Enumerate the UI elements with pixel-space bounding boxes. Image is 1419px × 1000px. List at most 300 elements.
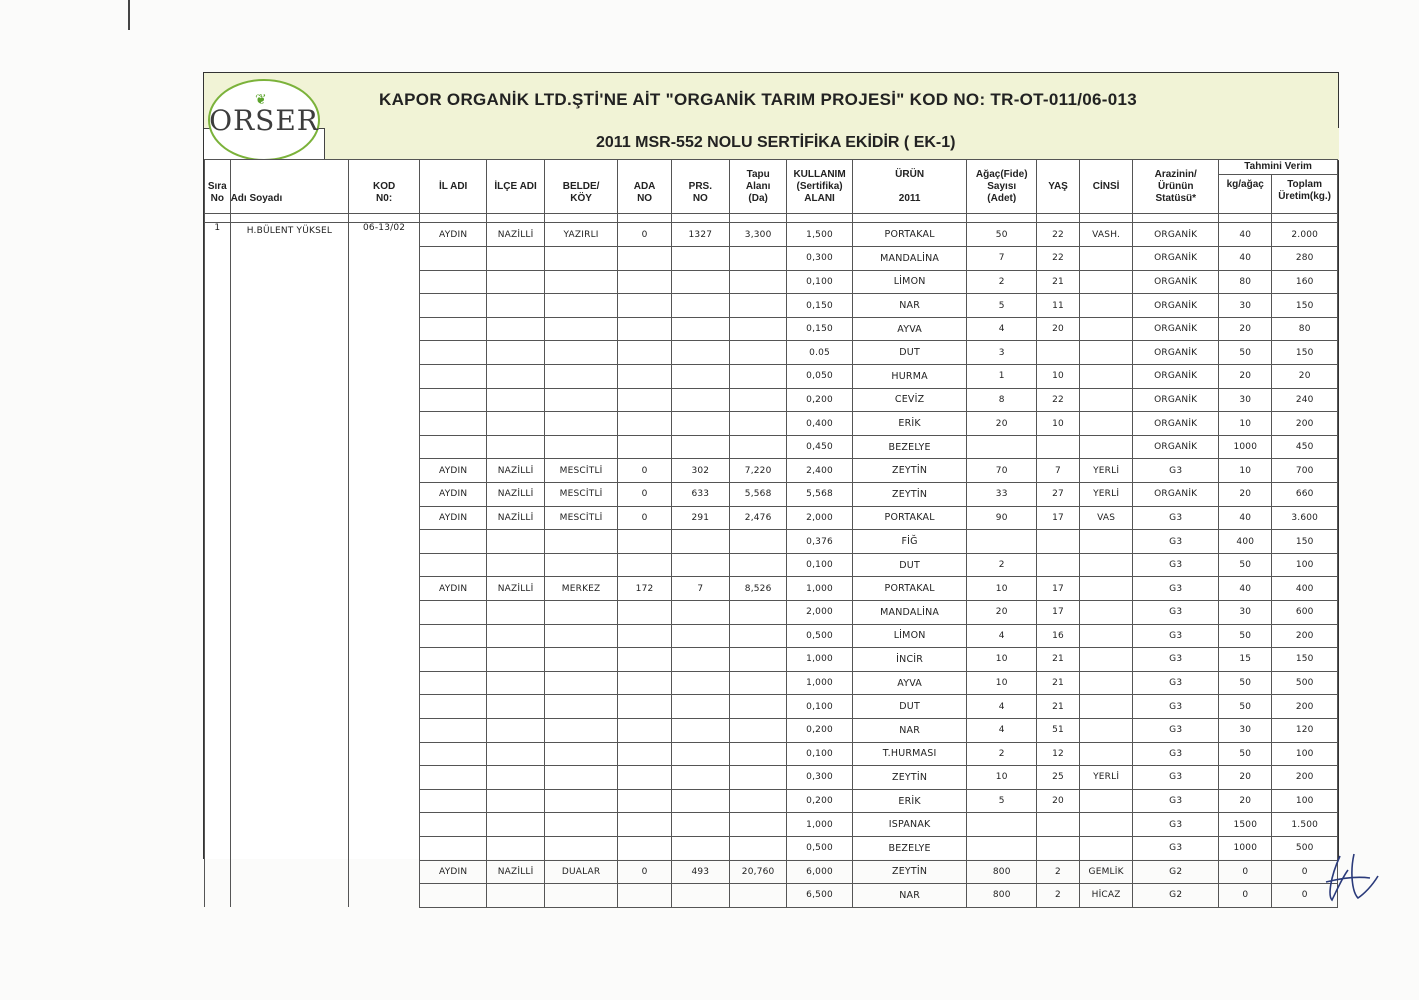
cell-ada bbox=[618, 624, 671, 648]
table-row bbox=[205, 388, 1338, 412]
cell-sira bbox=[205, 884, 231, 908]
cell-cins bbox=[1080, 718, 1133, 742]
cell-ilce bbox=[487, 553, 544, 577]
cell-belde bbox=[544, 884, 618, 908]
cell-statu: G2 bbox=[1133, 860, 1219, 884]
cell-cins: VAS bbox=[1080, 506, 1133, 530]
logo-text: ORSER bbox=[209, 103, 319, 137]
cell-yas bbox=[1037, 341, 1080, 365]
cell-urun: PORTAKAL bbox=[852, 506, 967, 530]
cell-adet: 5 bbox=[967, 294, 1037, 318]
verim-title: Tahmini Verim bbox=[1219, 160, 1337, 175]
cell-ilce bbox=[487, 695, 544, 719]
cell-yas: 17 bbox=[1037, 601, 1080, 625]
cell-toplam: 200 bbox=[1272, 766, 1338, 790]
cell-cins bbox=[1080, 435, 1133, 459]
cell-statu: ORGANİK bbox=[1133, 341, 1219, 365]
cell-adet bbox=[967, 530, 1037, 554]
cell-statu: ORGANİK bbox=[1133, 388, 1219, 412]
cell-adet: 4 bbox=[967, 624, 1037, 648]
cell-cins: YERLİ bbox=[1080, 459, 1133, 483]
cell-tapu bbox=[730, 813, 787, 837]
cell-kod bbox=[349, 247, 420, 271]
cell-sira bbox=[205, 671, 231, 695]
document-subtitle: 2011 MSR-552 NOLU SERTİFİKA EKİDİR ( EK-1) bbox=[596, 134, 956, 151]
cell-cins bbox=[1080, 553, 1133, 577]
cell-toplam: 500 bbox=[1272, 671, 1338, 695]
cell-alan: 0,050 bbox=[787, 365, 853, 389]
cell-belde bbox=[544, 742, 618, 766]
cell-belde bbox=[544, 836, 618, 860]
cell-kod bbox=[349, 412, 420, 436]
cell-tapu bbox=[730, 530, 787, 554]
cell-urun: LİMON bbox=[852, 624, 967, 648]
cell-kod bbox=[349, 860, 420, 884]
cell-prs bbox=[671, 884, 729, 908]
cell-il bbox=[419, 624, 487, 648]
cell-belde bbox=[544, 294, 618, 318]
cell-statu: G3 bbox=[1133, 836, 1219, 860]
cell-belde bbox=[544, 718, 618, 742]
table-row bbox=[205, 365, 1338, 389]
cell-adet bbox=[967, 836, 1037, 860]
table-row bbox=[205, 671, 1338, 695]
table-row bbox=[205, 718, 1338, 742]
col-prs: PRS. NO bbox=[671, 160, 729, 214]
cell-toplam: 3.600 bbox=[1272, 506, 1338, 530]
cell-tapu bbox=[730, 247, 787, 271]
cell-prs bbox=[671, 742, 729, 766]
cell-yas: 22 bbox=[1037, 247, 1080, 271]
table-row bbox=[205, 483, 1338, 507]
cell-cins bbox=[1080, 365, 1133, 389]
cell-statu: ORGANİK bbox=[1133, 412, 1219, 436]
cell-tapu bbox=[730, 388, 787, 412]
table-row bbox=[205, 223, 1338, 247]
cell-toplam: 200 bbox=[1272, 412, 1338, 436]
cell-ada bbox=[618, 813, 671, 837]
cell-toplam: 200 bbox=[1272, 624, 1338, 648]
cell-tapu bbox=[730, 695, 787, 719]
cell-toplam: 150 bbox=[1272, 294, 1338, 318]
cell-prs bbox=[671, 671, 729, 695]
cell-statu: G3 bbox=[1133, 624, 1219, 648]
cell-sira bbox=[205, 412, 231, 436]
cell-cins bbox=[1080, 601, 1133, 625]
cell-toplam: 150 bbox=[1272, 341, 1338, 365]
table-row bbox=[205, 317, 1338, 341]
cell-statu: ORGANİK bbox=[1133, 270, 1219, 294]
cell-alan: 0,150 bbox=[787, 294, 853, 318]
cell-urun: MANDALİNA bbox=[852, 247, 967, 271]
cell-toplam: 700 bbox=[1272, 459, 1338, 483]
cell-adi bbox=[230, 836, 349, 860]
cell-prs bbox=[671, 365, 729, 389]
cell-prs bbox=[671, 341, 729, 365]
cell-sira bbox=[205, 601, 231, 625]
cell-yas: 21 bbox=[1037, 648, 1080, 672]
cell-statu: G3 bbox=[1133, 459, 1219, 483]
cell-sira bbox=[205, 718, 231, 742]
cell-yas: 17 bbox=[1037, 577, 1080, 601]
cell-ada: 0 bbox=[618, 860, 671, 884]
cell-prs: 291 bbox=[671, 506, 729, 530]
cell-il bbox=[419, 553, 487, 577]
cell-alan: 5,568 bbox=[787, 483, 853, 507]
cell-alan: 0,200 bbox=[787, 718, 853, 742]
cell-belde bbox=[544, 813, 618, 837]
cell-alan: 2,400 bbox=[787, 459, 853, 483]
cell-kg: 50 bbox=[1219, 553, 1272, 577]
cell-il bbox=[419, 270, 487, 294]
cell-yas: 20 bbox=[1037, 789, 1080, 813]
cell-kg: 1000 bbox=[1219, 435, 1272, 459]
table-row bbox=[205, 789, 1338, 813]
table-row bbox=[205, 435, 1338, 459]
cell-alan: 0,150 bbox=[787, 317, 853, 341]
cell-ada bbox=[618, 294, 671, 318]
table-row bbox=[205, 884, 1338, 908]
cell-toplam: 500 bbox=[1272, 836, 1338, 860]
cell-yas: 16 bbox=[1037, 624, 1080, 648]
cell-urun: CEVİZ bbox=[852, 388, 967, 412]
cell-adet: 4 bbox=[967, 317, 1037, 341]
cell-adi bbox=[230, 671, 349, 695]
col-kullanim: KULLANIM (Sertifika) ALANI bbox=[787, 160, 853, 214]
cell-yas: 21 bbox=[1037, 695, 1080, 719]
cell-yas bbox=[1037, 836, 1080, 860]
cell-toplam: 160 bbox=[1272, 270, 1338, 294]
cell-alan: 0,400 bbox=[787, 412, 853, 436]
cell-sira bbox=[205, 317, 231, 341]
cell-urun: MANDALİNA bbox=[852, 601, 967, 625]
cell-ilce: NAZİLLİ bbox=[487, 223, 544, 247]
table-row bbox=[205, 530, 1338, 554]
cell-ilce bbox=[487, 813, 544, 837]
cell-yas: 25 bbox=[1037, 766, 1080, 790]
cell-ada bbox=[618, 836, 671, 860]
cell-kod bbox=[349, 695, 420, 719]
cell-sira bbox=[205, 388, 231, 412]
cell-statu: ORGANİK bbox=[1133, 223, 1219, 247]
cell-ada: 0 bbox=[618, 459, 671, 483]
cell-cins bbox=[1080, 270, 1133, 294]
cell-alan: 0,200 bbox=[787, 388, 853, 412]
table-row bbox=[205, 270, 1338, 294]
cell-adet: 20 bbox=[967, 412, 1037, 436]
cell-alan: 1,000 bbox=[787, 577, 853, 601]
cell-adi bbox=[230, 412, 349, 436]
cell-adet bbox=[967, 813, 1037, 837]
cell-ada bbox=[618, 553, 671, 577]
cell-urun: ZEYTİN bbox=[852, 483, 967, 507]
cell-ilce bbox=[487, 270, 544, 294]
cell-sira bbox=[205, 483, 231, 507]
cell-statu: G3 bbox=[1133, 553, 1219, 577]
cell-tapu bbox=[730, 270, 787, 294]
cell-kod bbox=[349, 836, 420, 860]
cell-statu: G3 bbox=[1133, 671, 1219, 695]
cell-sira bbox=[205, 577, 231, 601]
cell-sira bbox=[205, 648, 231, 672]
cell-il bbox=[419, 884, 487, 908]
cell-adi bbox=[230, 813, 349, 837]
cell-yas: 22 bbox=[1037, 223, 1080, 247]
cell-il: AYDIN bbox=[419, 860, 487, 884]
cell-prs bbox=[671, 247, 729, 271]
cell-il bbox=[419, 718, 487, 742]
cell-adi bbox=[230, 624, 349, 648]
cell-alan: 0,200 bbox=[787, 789, 853, 813]
cell-adi: H.BÜLENT YÜKSEL bbox=[230, 223, 349, 247]
cell-sira bbox=[205, 742, 231, 766]
table-row bbox=[205, 742, 1338, 766]
cell-cins bbox=[1080, 577, 1133, 601]
cell-adi bbox=[230, 365, 349, 389]
document-title: KAPOR ORGANİK LTD.ŞTİ'NE AİT "ORGANİK TARIM PROJESİ" KOD NO: TR-OT-011/06-013 bbox=[379, 90, 1137, 109]
cell-kod: 06-13/02 bbox=[349, 223, 420, 247]
cell-prs bbox=[671, 553, 729, 577]
cell-adi bbox=[230, 388, 349, 412]
cell-urun: DUT bbox=[852, 341, 967, 365]
cell-adet: 2 bbox=[967, 270, 1037, 294]
cell-kg: 40 bbox=[1219, 223, 1272, 247]
cell-tapu bbox=[730, 294, 787, 318]
cell-adi bbox=[230, 601, 349, 625]
cell-toplam: 120 bbox=[1272, 718, 1338, 742]
cell-yas: 11 bbox=[1037, 294, 1080, 318]
cell-statu: G2 bbox=[1133, 884, 1219, 908]
cell-cins bbox=[1080, 648, 1133, 672]
cell-statu: G3 bbox=[1133, 789, 1219, 813]
cell-adi bbox=[230, 884, 349, 908]
cell-sira bbox=[205, 270, 231, 294]
cell-ada: 0 bbox=[618, 223, 671, 247]
cell-prs bbox=[671, 435, 729, 459]
cell-yas: 21 bbox=[1037, 671, 1080, 695]
col-statu: Arazinin/ Ürünün Statüsü* bbox=[1133, 160, 1219, 214]
cell-statu: ORGANİK bbox=[1133, 294, 1219, 318]
cell-il: AYDIN bbox=[419, 577, 487, 601]
cell-urun: DUT bbox=[852, 695, 967, 719]
cell-urun: FİĞ bbox=[852, 530, 967, 554]
cell-ada bbox=[618, 530, 671, 554]
cell-kod bbox=[349, 766, 420, 790]
cell-adi bbox=[230, 860, 349, 884]
cell-il bbox=[419, 365, 487, 389]
cell-prs: 7 bbox=[671, 577, 729, 601]
cell-ilce: NAZİLLİ bbox=[487, 860, 544, 884]
cell-belde bbox=[544, 695, 618, 719]
cell-adi bbox=[230, 577, 349, 601]
cell-urun: BEZELYE bbox=[852, 836, 967, 860]
cell-adi bbox=[230, 317, 349, 341]
cell-toplam: 150 bbox=[1272, 530, 1338, 554]
cell-ilce: NAZİLLİ bbox=[487, 459, 544, 483]
cell-alan: 1,000 bbox=[787, 813, 853, 837]
cell-alan: 0,100 bbox=[787, 270, 853, 294]
cell-adet: 8 bbox=[967, 388, 1037, 412]
cell-cins: HİCAZ bbox=[1080, 884, 1133, 908]
cell-kod bbox=[349, 577, 420, 601]
cell-cins bbox=[1080, 789, 1133, 813]
cell-prs bbox=[671, 813, 729, 837]
cell-tapu bbox=[730, 601, 787, 625]
cell-statu: G3 bbox=[1133, 577, 1219, 601]
cell-adet: 70 bbox=[967, 459, 1037, 483]
cell-il bbox=[419, 648, 487, 672]
cell-adet: 10 bbox=[967, 648, 1037, 672]
cell-statu: ORGANİK bbox=[1133, 317, 1219, 341]
cell-ilce bbox=[487, 388, 544, 412]
col-tahmini-verim bbox=[1219, 160, 1338, 214]
cell-sira bbox=[205, 553, 231, 577]
col-tapu: Tapu Alanı (Da) bbox=[730, 160, 787, 214]
cell-cins bbox=[1080, 341, 1133, 365]
table-row bbox=[205, 695, 1338, 719]
cell-kg: 30 bbox=[1219, 294, 1272, 318]
col-agac: Ağaç(Fide) Sayısı (Adet) bbox=[967, 160, 1037, 214]
cell-cins bbox=[1080, 624, 1133, 648]
cell-alan: 0,376 bbox=[787, 530, 853, 554]
cell-belde bbox=[544, 671, 618, 695]
cell-toplam: 20 bbox=[1272, 365, 1338, 389]
cell-tapu bbox=[730, 718, 787, 742]
cell-kod bbox=[349, 317, 420, 341]
cell-kod bbox=[349, 553, 420, 577]
cell-kod bbox=[349, 742, 420, 766]
cell-alan: 0,300 bbox=[787, 766, 853, 790]
cell-adi bbox=[230, 294, 349, 318]
col-urun: ÜRÜN 2011 bbox=[852, 160, 967, 214]
cell-tapu bbox=[730, 671, 787, 695]
cell-urun: LİMON bbox=[852, 270, 967, 294]
cell-urun: NAR bbox=[852, 718, 967, 742]
cell-kg: 50 bbox=[1219, 624, 1272, 648]
cell-prs bbox=[671, 766, 729, 790]
farm-table bbox=[204, 159, 1338, 908]
cell-alan: 1,000 bbox=[787, 671, 853, 695]
col-ilce: İLÇE ADI bbox=[487, 160, 544, 214]
cell-ilce bbox=[487, 624, 544, 648]
cell-toplam: 400 bbox=[1272, 577, 1338, 601]
cell-urun: NAR bbox=[852, 884, 967, 908]
cell-tapu: 2,476 bbox=[730, 506, 787, 530]
cell-ada bbox=[618, 601, 671, 625]
cell-alan: 0,500 bbox=[787, 836, 853, 860]
cell-adet: 20 bbox=[967, 601, 1037, 625]
cell-tapu bbox=[730, 341, 787, 365]
cell-statu: ORGANİK bbox=[1133, 483, 1219, 507]
cell-yas bbox=[1037, 813, 1080, 837]
cell-belde bbox=[544, 365, 618, 389]
cell-belde bbox=[544, 648, 618, 672]
cell-il: AYDIN bbox=[419, 459, 487, 483]
cell-statu: ORGANİK bbox=[1133, 247, 1219, 271]
col-adi-soyadi: Adı Soyadı bbox=[230, 160, 349, 214]
cell-alan: 0,100 bbox=[787, 742, 853, 766]
table-row bbox=[205, 813, 1338, 837]
cell-ilce bbox=[487, 435, 544, 459]
cell-yas: 17 bbox=[1037, 506, 1080, 530]
table-row bbox=[205, 624, 1338, 648]
cell-kg: 50 bbox=[1219, 695, 1272, 719]
cell-cins bbox=[1080, 530, 1133, 554]
cell-ilce: NAZİLLİ bbox=[487, 577, 544, 601]
cell-toplam: 150 bbox=[1272, 648, 1338, 672]
cell-ada bbox=[618, 388, 671, 412]
col-yas: YAŞ bbox=[1037, 160, 1080, 214]
cell-kg: 15 bbox=[1219, 648, 1272, 672]
cell-yas: 10 bbox=[1037, 365, 1080, 389]
cell-toplam: 450 bbox=[1272, 435, 1338, 459]
cell-kg: 80 bbox=[1219, 270, 1272, 294]
col-cinsi: CİNSİ bbox=[1080, 160, 1133, 214]
cell-ilce bbox=[487, 836, 544, 860]
cell-il bbox=[419, 601, 487, 625]
cell-sira bbox=[205, 459, 231, 483]
cell-yas: 22 bbox=[1037, 388, 1080, 412]
cell-prs bbox=[671, 294, 729, 318]
table-row bbox=[205, 836, 1338, 860]
cell-alan: 0.05 bbox=[787, 341, 853, 365]
cell-prs bbox=[671, 530, 729, 554]
orser-logo bbox=[208, 79, 320, 161]
cell-alan: 2,000 bbox=[787, 506, 853, 530]
cell-ada bbox=[618, 742, 671, 766]
cell-cins bbox=[1080, 742, 1133, 766]
cell-alan: 0,450 bbox=[787, 435, 853, 459]
cell-cins: YERLİ bbox=[1080, 766, 1133, 790]
cell-prs bbox=[671, 412, 729, 436]
cell-tapu bbox=[730, 435, 787, 459]
cell-urun: ZEYTİN bbox=[852, 459, 967, 483]
cell-cins: GEMLİK bbox=[1080, 860, 1133, 884]
cell-toplam: 240 bbox=[1272, 388, 1338, 412]
cell-kod bbox=[349, 341, 420, 365]
cell-adet: 10 bbox=[967, 766, 1037, 790]
cell-kod bbox=[349, 813, 420, 837]
cell-kod bbox=[349, 365, 420, 389]
cell-statu: G3 bbox=[1133, 530, 1219, 554]
cell-ilce bbox=[487, 884, 544, 908]
cell-urun: ZEYTİN bbox=[852, 766, 967, 790]
cell-ada bbox=[618, 718, 671, 742]
cell-kod bbox=[349, 671, 420, 695]
cell-belde bbox=[544, 601, 618, 625]
cell-kod bbox=[349, 483, 420, 507]
cell-yas bbox=[1037, 530, 1080, 554]
cell-adet bbox=[967, 435, 1037, 459]
cell-alan: 1,000 bbox=[787, 648, 853, 672]
cell-prs bbox=[671, 695, 729, 719]
cell-urun: NAR bbox=[852, 294, 967, 318]
cell-kg: 10 bbox=[1219, 459, 1272, 483]
cell-cins bbox=[1080, 836, 1133, 860]
cell-prs bbox=[671, 648, 729, 672]
cell-tapu bbox=[730, 412, 787, 436]
cell-kod bbox=[349, 718, 420, 742]
cell-belde bbox=[544, 412, 618, 436]
cell-ilce: NAZİLLİ bbox=[487, 483, 544, 507]
cell-kg: 20 bbox=[1219, 483, 1272, 507]
cell-urun: HURMA bbox=[852, 365, 967, 389]
cell-prs bbox=[671, 317, 729, 341]
cell-tapu bbox=[730, 836, 787, 860]
cell-urun: ISPANAK bbox=[852, 813, 967, 837]
cell-tapu: 5,568 bbox=[730, 483, 787, 507]
cell-sira bbox=[205, 766, 231, 790]
